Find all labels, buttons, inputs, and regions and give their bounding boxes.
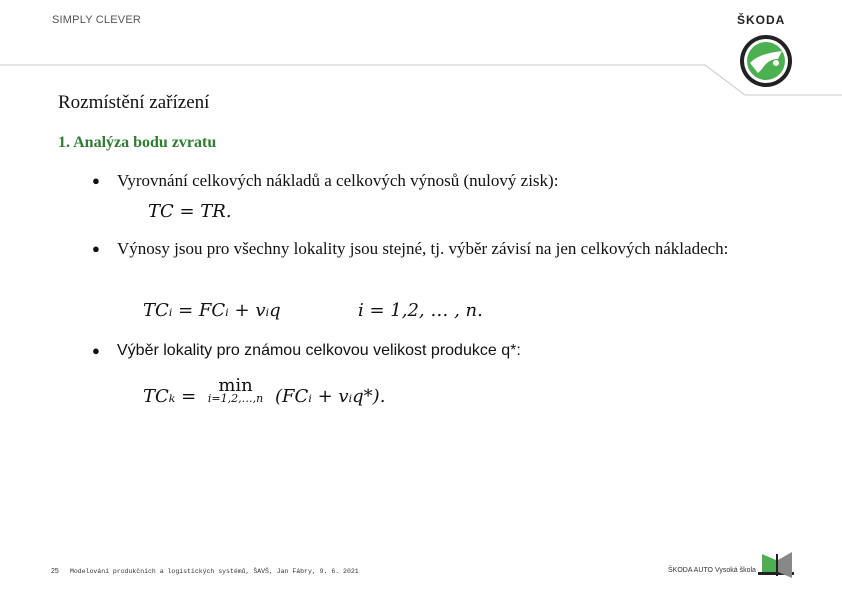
equation-tc-tr: TC = TR. [148, 201, 232, 222]
brand-name: ŠKODA [737, 13, 786, 27]
page-number: 25 [51, 568, 59, 575]
bullet-text: Výběr lokality pro známou celkovou velikost produkce q*: [117, 342, 521, 359]
bullet-item [92, 170, 757, 192]
equation-min-subscript: i=1,2,…,n [207, 392, 264, 405]
footer-text: Modelování produkčních a logistických systémů, ŠAVŠ, Jan Fábry, 9. 6. 2021 [70, 568, 359, 575]
slide-title: Rozmístění zařízení [58, 92, 210, 113]
tagline: SIMPLY CLEVER [52, 14, 142, 26]
bullet-text: Vyrovnání celkových nákladů a celkových výnosů (nulový zisk): [117, 171, 559, 190]
equation-lhs: TCₖ = [143, 386, 197, 407]
bullet-dot-icon: ● [92, 343, 100, 358]
equation-min-cost [143, 375, 385, 407]
bullet-item [92, 238, 757, 260]
equation-min [208, 375, 263, 405]
bullet-item [92, 340, 757, 362]
footer-brand: ŠKODA AUTO Vysoká škola [668, 567, 756, 574]
equation-total-cost: TCᵢ = FCᵢ + vᵢq [143, 300, 281, 321]
slide-subtitle: 1. Analýza bodu zvratu [58, 134, 217, 151]
equation-min-label: min [218, 375, 253, 396]
bullet-dot-icon: ● [92, 241, 100, 256]
skoda-logo-icon [738, 33, 794, 89]
equation-rhs: (FCᵢ + vᵢq*). [274, 386, 386, 407]
bullet-text: Výnosy jsou pro všechny lokality jsou stejné, tj. výběr závisí na jen celkových nákladech: [117, 239, 729, 258]
equation-index-range: i = 1,2, … , n. [358, 300, 483, 321]
school-logo-icon [758, 550, 794, 582]
bullet-dot-icon: ● [92, 173, 100, 188]
